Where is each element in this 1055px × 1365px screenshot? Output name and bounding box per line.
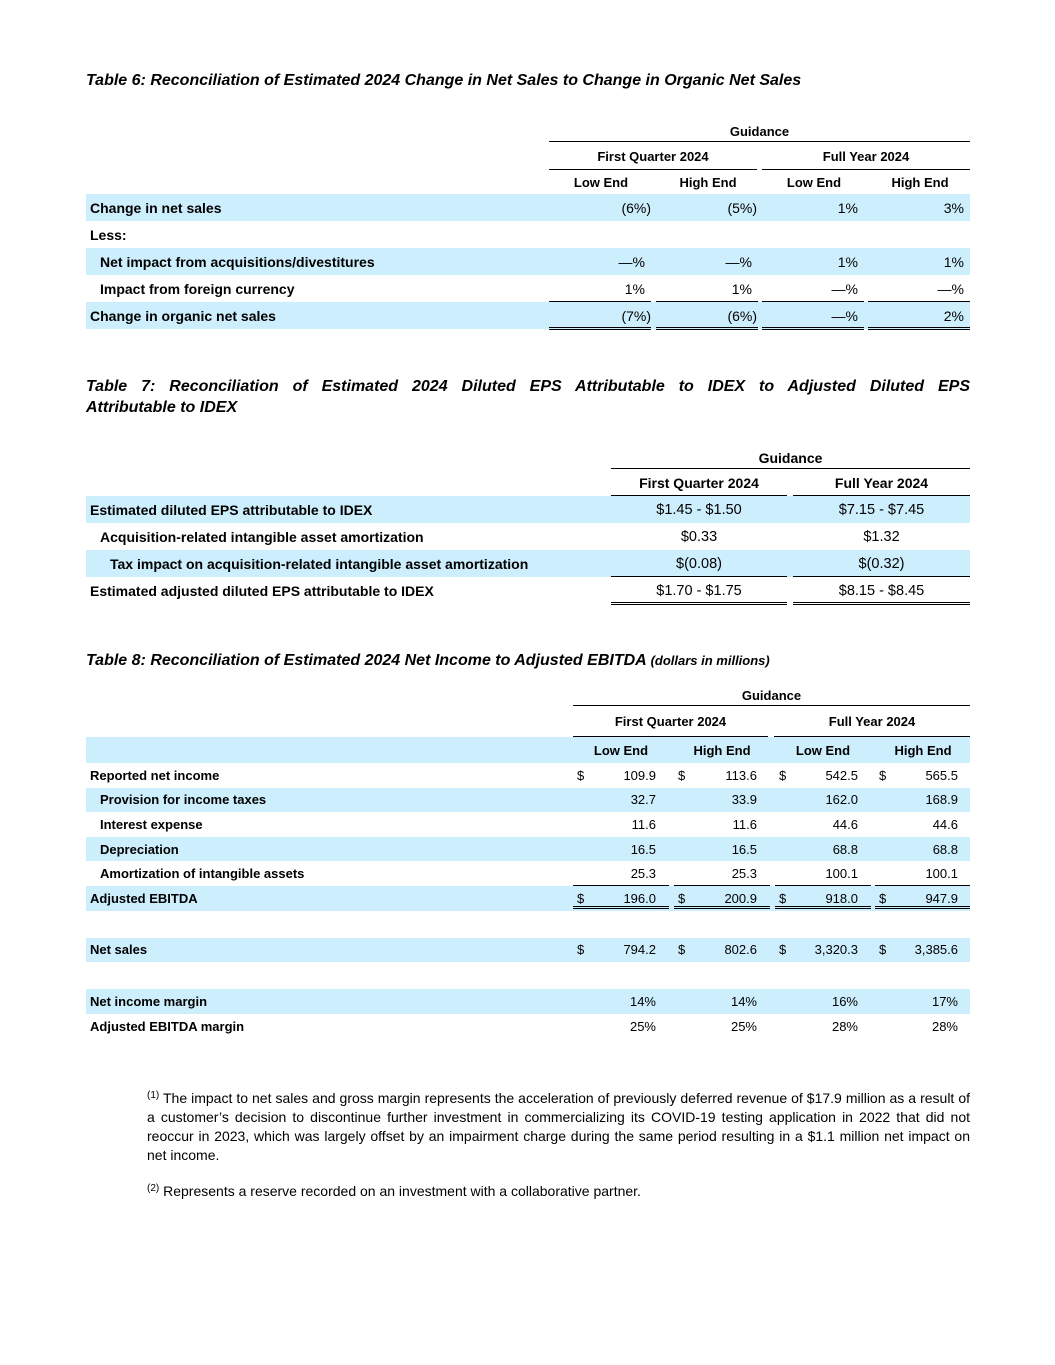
value-cell: $7.15 - $7.45 (838, 501, 925, 518)
row-label: Adjusted EBITDA margin (90, 1018, 245, 1034)
dollar-sign: $ (577, 942, 585, 958)
table8-header-range-row (86, 737, 970, 763)
value-cell: 28% (931, 1018, 958, 1034)
table7-row (86, 496, 970, 523)
table8-row (86, 938, 970, 963)
value-cell: 1% (837, 199, 858, 216)
spacer-row (86, 911, 970, 938)
table8-period1-header: First Quarter 2024 (614, 714, 727, 729)
footnote-2-text: Represents a reserve recorded on an investment with a collaborative partner. (163, 1183, 641, 1199)
value-cell: 802.6 (724, 942, 757, 958)
table6-header-guidance-row (86, 120, 970, 142)
table6-period2-header: Full Year 2024 (822, 148, 910, 164)
value-cell: 1% (731, 280, 752, 297)
footnote-2 (147, 1179, 970, 1201)
row-label: Net impact from acquisitions/divestitures (100, 253, 375, 270)
row-label: Estimated diluted EPS attributable to IDEX (90, 501, 373, 518)
table6-row (86, 194, 970, 221)
value-cell: 16% (831, 993, 858, 1009)
table7-title-line2: Attributable to IDEX (86, 399, 238, 416)
value-cell: 2% (943, 307, 964, 324)
table8-low-header-fy: Low End (795, 742, 851, 758)
value-cell: (7%) (621, 307, 651, 324)
table7-guidance-header: Guidance (758, 449, 823, 466)
table6-high-header-q1: High End (679, 174, 737, 190)
row-label: Change in organic net sales (90, 307, 276, 324)
table8-guidance-header: Guidance (741, 687, 802, 703)
row-label: Change in net sales (90, 199, 222, 216)
dollar-sign: $ (779, 767, 787, 783)
dollar-sign: $ (879, 767, 887, 783)
value-cell: 25.3 (630, 866, 656, 882)
row-label: Net income margin (90, 993, 208, 1009)
row-label: Provision for income taxes (100, 792, 267, 808)
table7-row (86, 550, 970, 577)
row-label: Interest expense (100, 816, 203, 832)
value-cell: 14% (629, 993, 656, 1009)
table8 (86, 684, 970, 1038)
table8-title (86, 652, 770, 670)
table7-title-line1: Table 7: Reconciliation of Estimated 2024 Diluted EPS Attributable to IDEX to Adjusted Diluted EPS (86, 378, 970, 395)
table6-header-period-row (86, 142, 970, 170)
table7 (86, 446, 970, 604)
row-label: Estimated adjusted diluted EPS attributable to IDEX (90, 582, 434, 599)
table7-row (86, 523, 970, 550)
value-cell: 113.6 (725, 767, 757, 783)
table6-low-header-fy: Low End (786, 174, 842, 190)
value-cell: 3% (943, 199, 964, 216)
dollar-sign: $ (879, 942, 887, 958)
value-cell: 196.0 (623, 890, 656, 906)
table8-high-header-q1: High End (693, 742, 751, 758)
value-cell: $(0.32) (858, 555, 905, 572)
table6-row (86, 221, 970, 248)
table8-header-guidance-row (86, 684, 970, 706)
table8-period2-header: Full Year 2024 (828, 714, 916, 729)
table8-row (86, 788, 970, 813)
table6-low-header-q1: Low End (573, 174, 629, 190)
table7-period1-header: First Quarter 2024 (639, 474, 759, 491)
value-cell: 947.9 (925, 890, 958, 906)
value-cell: 100.1 (825, 866, 858, 882)
value-cell: $1.45 - $1.50 (656, 501, 742, 518)
dollar-sign: $ (678, 890, 686, 906)
dollar-sign: $ (779, 890, 787, 906)
value-cell: 17% (931, 993, 958, 1009)
value-cell: 565.5 (925, 767, 958, 783)
row-label: Depreciation (100, 841, 179, 857)
footnote-2-marker: (2) (147, 1183, 160, 1194)
value-cell: —% (831, 307, 858, 324)
table7-header-guidance-row (86, 446, 970, 469)
dollar-sign: $ (678, 942, 686, 958)
value-cell: 25.3 (731, 866, 757, 882)
table6-row (86, 302, 970, 329)
table6-header-range-row (86, 170, 970, 194)
table8-row (86, 812, 970, 837)
value-cell: 32.7 (630, 792, 656, 808)
value-cell: 33.9 (731, 792, 757, 808)
value-cell: $1.32 (863, 528, 900, 545)
value-cell: 918.0 (825, 890, 858, 906)
value-cell: 14% (730, 993, 757, 1009)
value-cell: 109.9 (623, 767, 656, 783)
table6-title: Table 6: Reconciliation of Estimated 2024 Change in Net Sales to Change in Organic Net Sales (86, 72, 802, 89)
value-cell: 25% (629, 1018, 656, 1034)
table8-header-period-row (86, 706, 970, 737)
table8-row (86, 886, 970, 911)
value-cell: —% (831, 280, 858, 297)
footnote-1 (147, 1086, 970, 1165)
table6-row (86, 275, 970, 302)
table6-row (86, 248, 970, 275)
table8-title-note: (dollars in millions) (650, 653, 770, 668)
row-label: Adjusted EBITDA (90, 890, 198, 906)
value-cell: 200.9 (724, 890, 757, 906)
value-cell: 794.2 (623, 942, 656, 958)
table7-row (86, 577, 970, 604)
table8-title-main: Table 8: Reconciliation of Estimated 2024 Net Income to Adjusted EBITDA (86, 652, 647, 669)
value-cell: 25% (730, 1018, 757, 1034)
table8-row (86, 989, 970, 1014)
value-cell: 44.6 (832, 816, 858, 832)
footnote-1-marker: (1) (147, 1090, 160, 1101)
value-cell: 1% (624, 280, 645, 297)
value-cell: 11.6 (631, 816, 656, 832)
table6-guidance-header: Guidance (729, 123, 790, 139)
row-label: Acquisition-related intangible asset amortization (100, 528, 424, 545)
value-cell: 16.5 (630, 841, 656, 857)
table8-row (86, 861, 970, 886)
dollar-sign: $ (577, 890, 585, 906)
value-cell: $1.70 - $1.75 (656, 582, 742, 599)
value-cell: 3,385.6 (914, 942, 958, 958)
table7-period2-header: Full Year 2024 (834, 474, 929, 491)
value-cell: —% (937, 280, 964, 297)
value-cell: 16.5 (731, 841, 757, 857)
row-label: Reported net income (90, 767, 220, 783)
dollar-sign: $ (678, 767, 686, 783)
table8-low-header-q1: Low End (593, 742, 649, 758)
table6-period1-header: First Quarter 2024 (597, 148, 709, 164)
value-cell: 162.0 (825, 792, 858, 808)
value-cell: —% (725, 253, 752, 270)
table8-row (86, 763, 970, 788)
table7-header-period-row (86, 469, 970, 496)
table6-high-header-fy: High End (891, 174, 949, 190)
value-cell: 44.6 (932, 816, 958, 832)
footnote-1-text: The impact to net sales and gross margin represents the acceleration of previously deferred revenue of $17.9 million as a result of a customer’s decision to discontinue further investment in commercializing its COVID-19 testing application in 2022 that did not reoccur in 2023, which was largely offset by an impairment charge during the same period resulting in a $1.1 million net impact on net income. (147, 1090, 970, 1163)
value-cell: $0.33 (680, 528, 718, 545)
value-cell: (6%) (727, 307, 757, 324)
value-cell: 1% (943, 253, 964, 270)
table8-high-header-fy: High End (894, 742, 952, 758)
value-cell: 11.6 (732, 816, 757, 832)
dollar-sign: $ (779, 942, 787, 958)
table8-row (86, 1014, 970, 1039)
dollar-sign: $ (577, 767, 585, 783)
row-label: Tax impact on acquisition-related intangible asset amortization (110, 555, 529, 572)
table7-title (86, 376, 970, 418)
table8-row (86, 837, 970, 862)
value-cell: (5%) (727, 199, 757, 216)
row-label: Less: (90, 226, 127, 243)
value-cell: 68.8 (832, 841, 858, 857)
value-cell: (6%) (621, 199, 651, 216)
row-label: Impact from foreign currency (100, 280, 295, 297)
value-cell: $8.15 - $8.45 (838, 582, 925, 599)
dollar-sign: $ (879, 890, 887, 906)
row-label: Amortization of intangible assets (100, 866, 305, 882)
value-cell: 168.9 (925, 792, 958, 808)
value-cell: $(0.08) (676, 555, 722, 572)
value-cell: 3,320.3 (814, 942, 858, 958)
value-cell: 68.8 (932, 841, 958, 857)
value-cell: 100.1 (925, 866, 958, 882)
spacer-row (86, 962, 970, 989)
table6 (86, 120, 970, 329)
value-cell: 542.5 (825, 767, 858, 783)
row-label: Net sales (90, 942, 148, 958)
value-cell: —% (618, 253, 645, 270)
value-cell: 28% (831, 1018, 858, 1034)
value-cell: 1% (837, 253, 858, 270)
